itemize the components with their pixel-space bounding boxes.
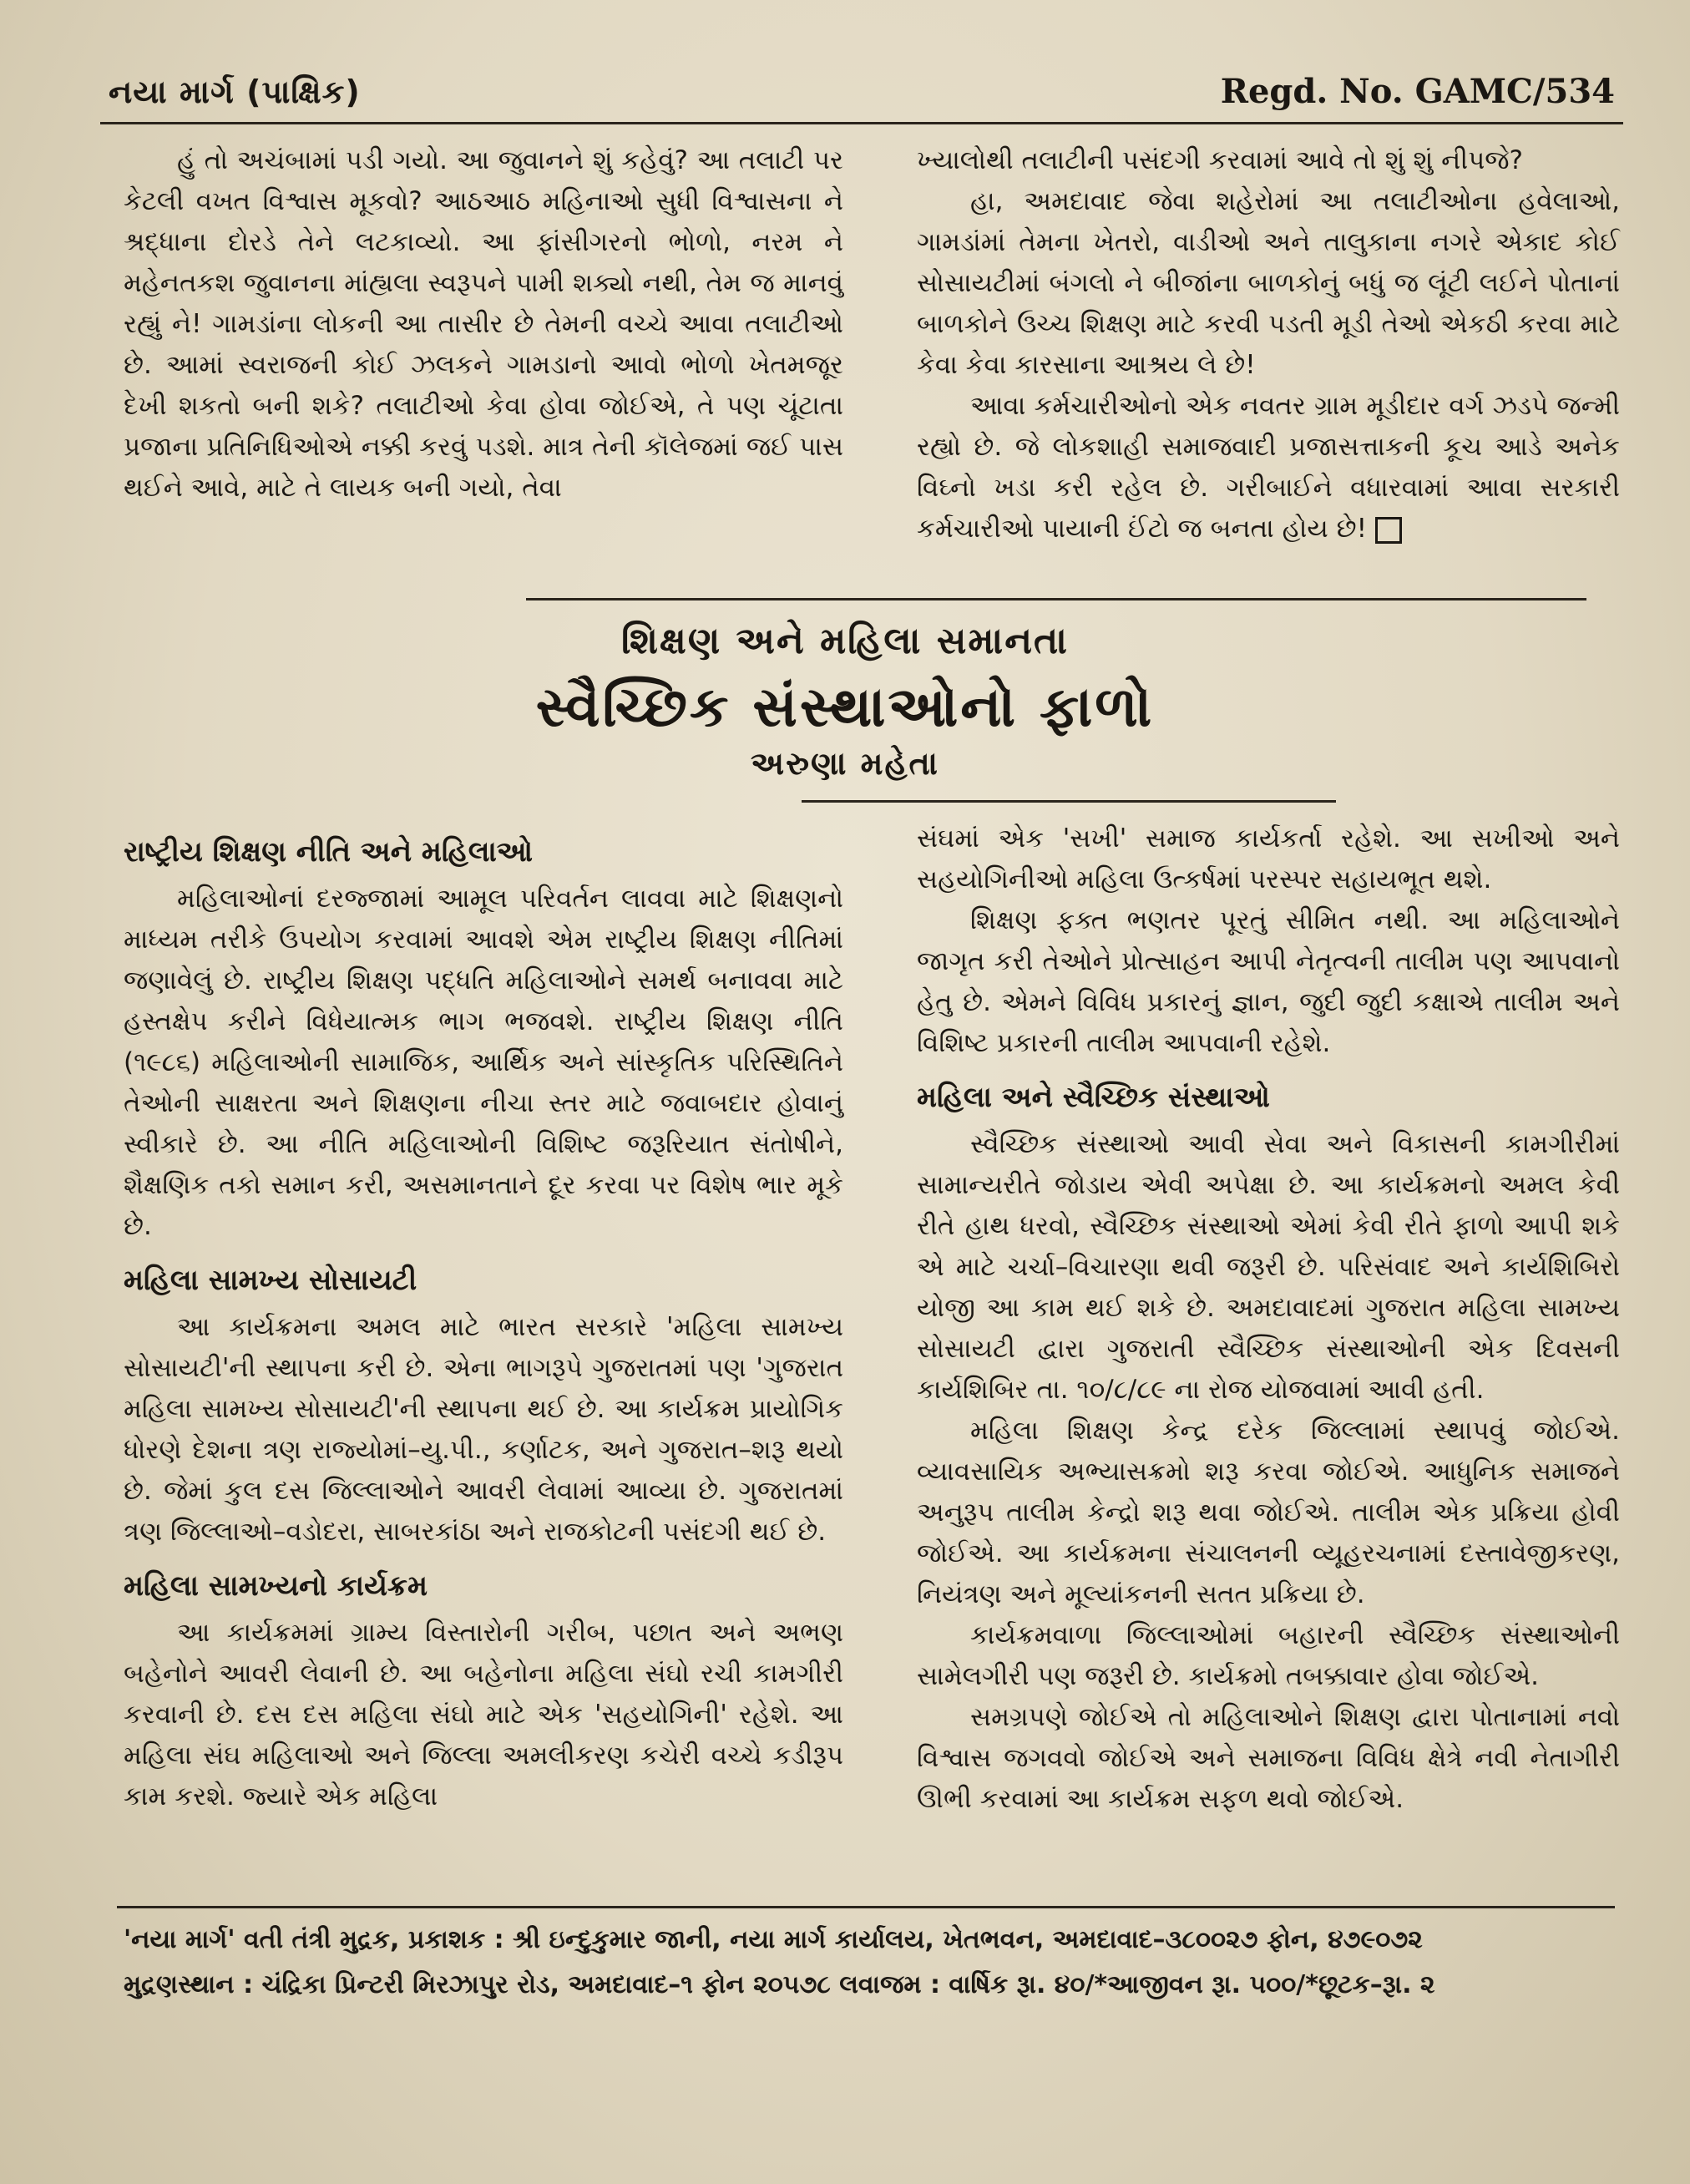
section-heading: રાષ્ટ્રીય શિક્ષણ નીતિ અને મહિલાઓ bbox=[124, 835, 534, 869]
publication-name: નયા માર્ગ (પાક્ષિક) bbox=[109, 73, 361, 110]
article-column-left bbox=[124, 818, 843, 1817]
top-article-paragraph: ખ્યાલોથી તલાટીની પસંદગી કરવામાં આવે તો શું શું નીપજે? bbox=[917, 145, 1523, 175]
header-rule bbox=[100, 122, 1623, 124]
imprint-line-printer: મુદ્રણસ્થાન : ચંદ્રિકા પ્રિન્ટરી મિરઝાપુર રોડ, અમદાવાદ–૧ ફોન ૨૦૫૭૮ લવાજમ : વાર્ષિક રૂા. ૪૦/*આજીવન રૂા. ૫૦૦/*છૂટક–રૂા. ૨ bbox=[124, 1970, 1435, 1999]
footer-rule bbox=[117, 1906, 1615, 1908]
article-paragraph: સંઘમાં એક 'સખી' સમાજ કાર્યકર્તા રહેશે. આ સખીઓ અને સહયોગિનીઓ મહિલા ઉત્કર્ષમાં પરસ્પર સહાયભૂત થશે. bbox=[917, 823, 1620, 894]
article-supertitle: શિક્ષણ અને મહિલા સમાનતા bbox=[621, 620, 1069, 662]
article-paragraph: સમગ્રપણે જોઈએ તો મહિલાઓને શિક્ષણ દ્વારા પોતાનામાં નવો વિશ્વાસ જગવવો જોઈએ અને સમાજના વિવિધ ક્ષેત્રે નવી નેતાગીરી ઊભી કરવામાં આ કાર્યક્રમ સફળ થવો જોઈએ. bbox=[917, 1702, 1620, 1814]
imprint-footer bbox=[124, 1918, 1627, 2008]
registration-number: Regd. No. GAMC/534 bbox=[1220, 72, 1615, 111]
article-paragraph: સ્વૈચ્છિક સંસ્થાઓ આવી સેવા અને વિકાસની કામગીરીમાં સામાન્યરીતે જોડાય એવી અપેક્ષા છે. આ કાર્યક્રમનો અમલ કેવી રીતે હાથ ધરવો, સ્વૈચ્છિક સંસ્થાઓ એમાં કેવી રીતે ફાળો આપી શકે એ માટે ચર્ચા–વિચારણા થવી જરૂરી છે. પરિસંવાદ અને કાર્યશિબિરો યોજી આ કામ થઈ શકે છે. અમદાવાદમાં ગુજરાત મહિલા સામખ્ય સોસાયટી દ્વારા ગુજરાતી સ્વૈચ્છિક સંસ્થાઓની એક દિવસની કાર્યશિબિર તા. ૧૦/૮/૮૯ ના રોજ યોજવામાં આવી હતી. bbox=[917, 1129, 1620, 1405]
author-divider bbox=[802, 800, 1336, 803]
section-heading: મહિલા સામખ્યનો કાર્યક્રમ bbox=[124, 1569, 428, 1603]
section-heading: મહિલા સામખ્ય સોસાયટી bbox=[124, 1264, 417, 1297]
top-article-paragraph: હા, અમદાવાદ જેવા શહેરોમાં આ તલાટીઓના હવેલાઓ, ગામડાંમાં તેમના ખેતરો, વાડીઓ અને તાલુકાના નગરે એકાદ કોઈ સોસાયટીમાં બંગલો ને બીજાંના બાળકોનું બધું જ લૂંટી લઈને પોતાનાં બાળકોને ઉચ્ચ શિક્ષણ માટે કરવી પડતી મૂડી તેઓ એકઠી કરવા માટે કેવા કેવા કારસાના આશ્રય લે છે! bbox=[917, 186, 1620, 380]
imprint-line-publisher: 'નયા માર્ગ' વતી તંત્રી મુદ્રક, પ્રકાશક : શ્રી ઇન્દુકુમાર જાની, નયા માર્ગ કાર્યાલય, ખેતભવન, અમદાવાદ–૩૮૦૦૨૭ ફોન, ૪૭૯૦૭૨ bbox=[124, 1925, 1423, 1954]
article-column-right bbox=[917, 818, 1620, 1820]
top-article-column-right bbox=[917, 140, 1620, 550]
top-article-paragraph: હું તો અચંબામાં પડી ગયો. આ જુવાનને શું કહેવું? આ તલાટી પર કેટલી વખત વિશ્વાસ મૂકવો? આઠઆઠ મહિનાઓ સુધી વિશ્વાસના ને શ્રદ્ધાના દોરડે તેને લટકાવ્યો. આ ફાંસીગરનો ભોળો, નરમ ને મહેનતકશ જુવાનના માંહ્યલા સ્વરૂપને પામી શક્યો નથી, તેમ જ માનવું રહ્યું ને! ગામડાંના લોકની આ તાસીર છે તેમની વચ્ચે આવા તલાટીઓ છે. આમાં સ્વરાજની કોઈ ઝલકને ગામડાનો આવો ભોળો ખેતમજૂર દેખી શકતો બની શકે? તલાટીઓ કેવા હોવા જોઈએ, તે પણ ચૂંટાતા પ્રજાના પ્રતિનિધિઓએ નક્કી કરવું પડશે. માત્ર તેની કૉલેજમાં જઈ પાસ થઈને આવે, માટે તે લાયક બની ગયો, તેવા bbox=[124, 145, 843, 503]
article-paragraph: મહિલાઓનાં દરજ્જામાં આમૂલ પરિવર્તન લાવવા માટે શિક્ષણનો માધ્યમ તરીકે ઉપયોગ કરવામાં આવશે એમ રાષ્ટ્રીય શિક્ષણ નીતિમાં જણાવેલું છે. રાષ્ટ્રીય શિક્ષણ પદ્ધતિ મહિલાઓને સમર્થ બનાવવા માટે હસ્તક્ષેપ કરીને વિધેયાત્મક ભાગ ભજવશે. રાષ્ટ્રીય શિક્ષણ નીતિ (૧૯૮૬) મહિલાઓની સામાજિક, આર્થિક અને સાંસ્કૃતિક પરિસ્થિતિને તેઓની સાક્ષરતા અને શિક્ષણના નીચા સ્તર માટે જવાબદાર હોવાનું સ્વીકારે છે. આ નીતિ મહિલાઓની વિશિષ્ટ જરૂરિયાત સંતોષીને, શૈક્ષણિક તકો સમાન કરી, અસમાનતાને દૂર કરવા પર વિશેષ ભાર મૂકે છે. bbox=[124, 884, 843, 1241]
top-article-paragraph bbox=[917, 386, 1620, 550]
end-mark-icon bbox=[1375, 517, 1402, 544]
article-paragraph: કાર્યક્રમવાળા જિલ્લાઓમાં બહારની સ્વૈચ્છિક સંસ્થાઓની સામેલગીરી પણ જરૂરી છે. કાર્યક્રમો તબક્કાવાર હોવા જોઈએ. bbox=[917, 1620, 1620, 1691]
section-heading: મહિલા અને સ્વૈચ્છિક સંસ્થાઓ bbox=[917, 1081, 1270, 1114]
top-article-column-left bbox=[124, 140, 843, 509]
article-paragraph: શિક્ષણ ફક્ત ભણતર પૂરતું સીમિત નથી. આ મહિલાઓને જાગૃત કરી તેઓને પ્રોત્સાહન આપી નેતૃત્વની તાલીમ પણ આપવાનો હેતુ છે. એમને વિવિધ પ્રકારનું જ્ઞાન, જુદી જુદી કક્ષાએ તાલીમ અને વિશિષ્ટ પ્રકારની તાલીમ આપવાની રહેશે. bbox=[917, 905, 1620, 1058]
article-paragraph: આ કાર્યક્રમના અમલ માટે ભારત સરકારે 'મહિલા સામખ્ય સોસાયટી'ની સ્થાપના કરી છે. એના ભાગરૂપે ગુજરાતમાં પણ 'ગુજરાત મહિલા સામખ્ય સોસાયટી'ની સ્થાપના થઈ છે. આ કાર્યક્રમ પ્રાયોગિક ધોરણે દેશના ત્રણ રાજ્યોમાં–યુ.પી., કર્ણાટક, અને ગુજરાત–શરૂ થયો છે. જેમાં કુલ દસ જિલ્લાઓને આવરી લેવામાં આવ્યા છે. ગુજરાતમાં ત્રણ જિલ્લાઓ–વડોદરા, સાબરકાંઠા અને રાજકોટની પસંદગી થઈ છે. bbox=[124, 1312, 843, 1547]
article-title: સ્વૈચ્છિક સંસ્થાઓનો ફાળો bbox=[535, 675, 1155, 739]
article-divider bbox=[526, 598, 1586, 600]
article-paragraph: મહિલા શિક્ષણ કેન્દ્ર દરેક જિલ્લામાં સ્થાપવું જોઈએ. વ્યાવસાયિક અભ્યાસક્રમો શરૂ કરવા જોઈએ. આધુનિક સમાજને અનુરૂપ તાલીમ કેન્દ્રો શરૂ થવા જોઈએ. તાલીમ એક પ્રક્રિયા હોવી જોઈએ. આ કાર્યક્રમના સંચાલનની વ્યૂહરચનામાં દસ્તાવેજીકરણ, નિયંત્રણ અને મૂલ્યાંકનની સતત પ્રક્રિયા છે. bbox=[917, 1416, 1620, 1609]
article-paragraph: આ કાર્યક્રમમાં ગ્રામ્ય વિસ્તારોની ગરીબ, પછાત અને અભણ બહેનોને આવરી લેવાની છે. આ બહેનોના મહિલા સંઘો રચી કામગીરી કરવાની છે. દસ દસ મહિલા સંઘો માટે એક 'સહયોગિની' રહેશે. આ મહિલા સંઘ મહિલાઓ અને જિલ્લા અમલીકરણ કચેરી વચ્ચે કડીરૂપ કામ કરશે. જ્યારે એક મહિલા bbox=[124, 1618, 843, 1812]
top-article-closing-text: આવા કર્મચારીઓનો એક નવતર ગ્રામ મૂડીદાર વર્ગ ઝડપે જન્મી રહ્યો છે. જે લોકશાહી સમાજવાદી પ્રજાસત્તાકની કૂચ આડે અનેક વિઘ્નો ખડા કરી રહેલ છે. ગરીબાઈને વધારવામાં આવા સરકારી કર્મચારીઓ પાયાની ઈંટો જ બનતા હોય છે! bbox=[917, 391, 1620, 544]
article-author: અરુણા મહેતા bbox=[751, 745, 939, 782]
